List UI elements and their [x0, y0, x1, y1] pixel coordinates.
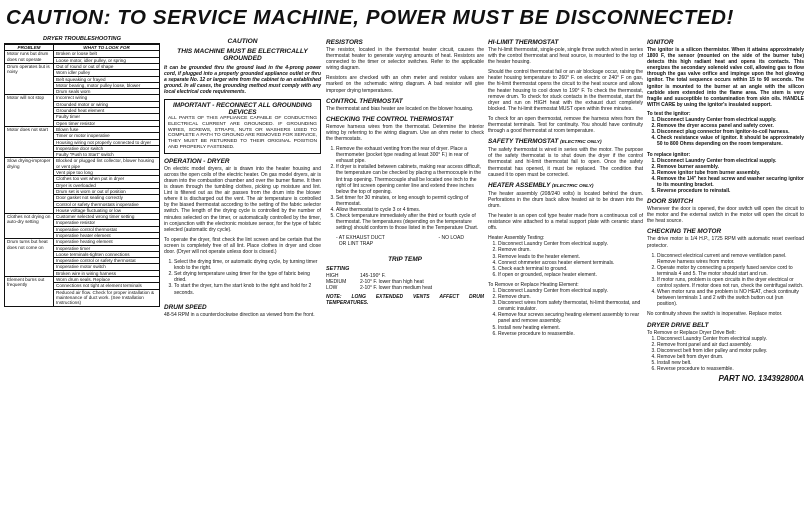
- trip-temp-heading: TRIP TEMP: [388, 255, 422, 263]
- list-item: 1. Disconnect Laundry Center from electrical supply.: [657, 117, 804, 123]
- list-item: 2. Remove front panel and air duct assembly.: [657, 342, 804, 348]
- list-item: 3. To start the dryer, turn the start knob to the right and hold for 2 seconds.: [174, 283, 321, 295]
- trip-value: 2-10° F. lower than high heat: [360, 278, 424, 285]
- drum-speed-heading: DRUM SPEED: [164, 303, 207, 311]
- look-for-cell: Inoperative heating element: [54, 239, 160, 245]
- list-item: 6. Reverse procedure to reassemble.: [657, 366, 804, 372]
- trip-setting: MEDIUM: [326, 278, 347, 285]
- ignitor-heading: IGNITOR: [647, 39, 674, 46]
- look-for-cell: Reduced air flow. Check for proper installation & maintenance of duct work. (See Installation Instructions): [54, 289, 160, 306]
- list-item: 3. Disconnect belt from idler pulley and motor pulley.: [657, 348, 804, 354]
- list-item: 2. Remove drum.: [498, 247, 643, 253]
- look-for-cell: Inoperative resistor: [54, 220, 160, 226]
- list-item: 2. Remove drum.: [498, 294, 643, 300]
- list-item: 3. Remove ignitor tube from burner assembly.: [657, 170, 804, 176]
- drive-belt-steps: [647, 336, 804, 373]
- column-4: [488, 36, 643, 341]
- list-item: 4. Remove four screws securing heating element assembly to rear panel and remove assembly.: [498, 312, 643, 324]
- problem-cell: Drum operates but is noisy: [5, 63, 54, 94]
- safety-heading: [488, 138, 643, 146]
- safety-heading-suffix: (ELECTRIC ONLY): [560, 140, 602, 146]
- ignitor-body: The ignitor is a silicon thermistor. When it attains approximately 1800 F, the sensor (mounted on the side of the burner tube) detects this high radiant heat and opens its contacts. This energizes the secondary solenoid valve coil, allowing gas to flow through the gas valve orifice and impinge upon the hot glowing ignitor. The total sequence occurs within 15 to 90 seconds. The ignitor is mounted to the burner at an angle with the silicon carbide stem extended into the flame area. The stem is very fragile and susceptible to contamination from skin oils. HANDLE WITH CARE by using the ignitor's insulated support.: [647, 47, 804, 108]
- trip-temp-note: NOTE: LONG EXTENDED VENTS AFFECT DRUM TEMPERATURES.: [326, 293, 484, 306]
- list-item: 6. Reverse procedure to reassemble.: [498, 331, 643, 337]
- problem-cell: Motor does not start: [5, 126, 54, 157]
- problem-cell: Element burns out frequently: [5, 277, 54, 306]
- hilimit-p3: To check for an open thermostat, remove the harness wires from the thermostat terminals. Test for continuity. You should have continuity through a good thermostat at room temperature.: [488, 115, 643, 135]
- ignitor-test-label: To test the ignitor:: [647, 110, 691, 117]
- trip-setting: LOW: [326, 284, 338, 291]
- resistors-heading: RESISTORS: [326, 39, 363, 46]
- look-for-cell: Drum set is worn or out of position: [54, 188, 160, 194]
- caution-body: It can be grounded thru the ground lead in the 4-prong power cord, if plugged into a properly grounded appliance outlet or thru a separate No. 12 or larger wire from the cabinet to an established ground. In all cases, the grounding method must comply with any local electrical code requirements.: [164, 64, 321, 95]
- trip-value: 145-190° F.: [360, 272, 386, 279]
- page-title: CAUTION: TO SERVICE MACHINE, POWER MUST BE DISCONNECTED!: [6, 6, 734, 29]
- note-no-load: - NO LOAD: [438, 235, 464, 242]
- list-item: 4. When motor runs and the problem is NO HEAT, check continuity between terminals 1 and 2 with the switch button out (run position).: [657, 289, 804, 307]
- list-item: 3. Set timer for 30 minutes, or long enough to permit cycling of thermostat.: [336, 195, 484, 207]
- col-header-look: WHAT TO LOOK FOR: [54, 45, 160, 51]
- look-for-cell: Inoperative control or safety thermostat: [54, 258, 160, 264]
- heater-heading-text: HEATER ASSEMBLY: [488, 181, 551, 189]
- list-item: 5. Check each terminal to ground.: [498, 266, 643, 272]
- look-for-cell: Vent pipe too long: [54, 170, 160, 176]
- look-for-cell: Belt squeaking or frayed: [54, 76, 160, 82]
- list-item: 4. Allow thermostat to cycle 3 or 4 times.: [336, 207, 484, 213]
- important-heading: IMPORTANT - RECONNECT ALL GROUNDING DEVICES: [173, 101, 312, 116]
- checking-motor-note: No continuity shows the switch is inoperative. Replace motor.: [647, 311, 783, 318]
- list-item: 2. Operate motor by connecting a properly fused service cord to terminals 4 and 5. The motor should start and run.: [657, 265, 804, 277]
- trip-temp-row: [326, 285, 484, 291]
- safety-heading-text: SAFETY THERMOSTAT: [488, 138, 559, 146]
- list-item: 1. Disconnect Laundry Center from electrical supply.: [498, 241, 643, 247]
- troubleshooting-table: [4, 44, 160, 306]
- problem-cell: Drum turns but heat does not come on: [5, 239, 54, 277]
- look-for-cell: Control or safety thermostats inoperative: [54, 201, 160, 207]
- setting-label: SETTING: [326, 265, 350, 272]
- look-for-cell: Customer selected wrong timer setting: [54, 214, 160, 220]
- checking-control-heading: CHECKING THE CONTROL THERMOSTAT: [326, 115, 454, 123]
- list-item: 2. Remove the dryer access panel and safety cover.: [657, 123, 804, 129]
- list-item: 5. Check temperature immediately after the third or fourth cycle of thermostat. The temperatures (depending on the temperature setting) should conform to those listed in the Temperature Chart.: [336, 213, 484, 231]
- look-for-cell: Inoperative door switch: [54, 145, 160, 151]
- look-for-cell: Loose terminals-tighten connections: [54, 251, 160, 257]
- list-item: 6. If open or grounded, replace heater element.: [498, 272, 643, 278]
- trip-temp-table: [326, 273, 484, 291]
- operation-heading: OPERATION - DRYER: [164, 157, 230, 165]
- list-item: 1. Remove the exhaust venting from the rear of dryer. Place a thermometer (pocket type reading at least 300° F.) in rear of exhaust pipe.: [336, 146, 484, 164]
- list-item: 2. Set drying temperature using timer for the type of fabric being dried.: [174, 271, 321, 283]
- checking-motor-body: The drive motor is 1/4 H.P., 1725 RPM with automatic reset overload protector.: [647, 236, 804, 249]
- look-for-cell: Inoperative motor switch: [54, 264, 160, 270]
- col-header-problem: PROBLEM: [5, 45, 54, 51]
- look-for-cell: Connections not tight at element terminals: [54, 283, 160, 289]
- drive-belt-heading: DRYER DRIVE BELT: [647, 321, 709, 329]
- list-item: 3. Disconnect wires from safety thermostat, hi-limit thermostat, and ceramic insulator.: [498, 300, 643, 312]
- list-item: 1. Disconnect electrical current and remove ventilation panel. Remove harness wires from motor.: [657, 253, 804, 265]
- operation-steps: [164, 259, 321, 296]
- drum-speed-body: 48-54 RPM in a counterclockwise direction as viewed from the front.: [164, 311, 315, 318]
- ignitor-test-steps: [647, 117, 804, 147]
- operation-p2: To operate the dryer, first check the lint screen and be certain that the screen is completely free of all lint. Place clothes in dryer and close door. (Dryer will not operate unless door is closed.): [164, 236, 321, 255]
- look-for-cell: Loose motor, idler pulley, or spring: [54, 57, 160, 63]
- checking-motor-heading: CHECKING THE MOTOR: [647, 228, 722, 236]
- important-body: ALL PARTS OF THIS APPLIANCE CAPABLE OF CONDUCTING ELECTRICAL CURRENT ARE GROUNDED. IF GROUNDING WIRES, SCREWS, STRAPS, NUTS OR WASHERS USED TO COMPLETE A PATH TO GROUND ARE REMOVED FOR SERVICE, THEY MUST BE RETURNED TO THEIR ORIGINAL POSITION AND PROPERLY FASTENED.: [168, 115, 317, 150]
- list-item: 2. If dryer is installed between cabinets, making rear access difficult, the temperature can be checked by placing a thermocouple in the lint trap opening. Thermocouple shall be located one inch to the right of lint screen opening center line and extend three inches below the top of opening.: [336, 164, 484, 194]
- safety-body: The safety thermostat is wired in series with the motor. The purpose of the safety thermostat is to shut down the dryer if the control thermostat and hi-limit thermostat fail to open. Once the safety thermostat has opened, it must be replaced. The condition that caused it to open must be corrected.: [488, 147, 643, 178]
- look-for-cell: Housing wiring not properly connected to dryer: [54, 139, 160, 145]
- table-row: [5, 158, 160, 170]
- list-item: 3. Remove leads to the heater element.: [498, 254, 643, 260]
- look-for-cell: Inoperative timer: [54, 245, 160, 251]
- look-for-cell: Blocked or plugged lint collector, blower housing or vent pipe: [54, 158, 160, 170]
- door-switch-heading: DOOR SWITCH: [647, 198, 694, 206]
- problem-cell: Slow drying-improper drying: [5, 158, 54, 214]
- heater-replace-steps: [488, 288, 643, 337]
- look-for-cell: Out of round or out of shape: [54, 63, 160, 69]
- look-for-cell: Door gasket not sealing correctly: [54, 195, 160, 201]
- list-item: 2. Remove burner assembly.: [657, 164, 804, 170]
- ignitor-section: [647, 47, 804, 194]
- column-2: [164, 36, 321, 322]
- list-item: 1. Disconnect Laundry Center from electrical supply.: [657, 336, 804, 342]
- heater-p1: The heater assembly (208/240 volts) is located behind the drum. Perforations in the drum back allow heated air to be drawn into the drum.: [488, 190, 643, 209]
- list-item: 5. Install new belt.: [657, 360, 804, 366]
- list-item: 1. Disconnect Laundry Center from electrical supply.: [657, 158, 804, 164]
- resistors-p1: The resistor, located in the thermostat heater circuit, causes the thermostat heater to generate varying amounts of heat. Resistors are connected to the timer or selector switches. Refer to the applicable wiring diagram.: [326, 47, 484, 72]
- look-for-cell: Clothes too wet when put in dryer: [54, 176, 160, 182]
- problem-cell: Clothes not drying on auto-dry setting: [5, 214, 54, 239]
- look-for-cell: Inoperative heater element: [54, 233, 160, 239]
- look-for-cell: Drum seals worn: [54, 89, 160, 95]
- hilimit-heading: HI-LIMIT THERMOSTAT: [488, 39, 559, 46]
- checking-control-steps: [326, 146, 484, 231]
- control-thermostat-body: The thermostat and bias heater are located on the blower housing.: [326, 105, 474, 112]
- look-for-cell: Faulty "Push to Start" switch: [54, 152, 160, 158]
- heater-heading: [488, 182, 643, 190]
- part-number: PART NO. 134392800A: [718, 374, 804, 384]
- grounded-heading: THIS MACHINE MUST BE ELECTRICALLY GROUNDED: [177, 47, 308, 62]
- checking-motor-steps: [647, 253, 804, 308]
- checking-control-body: Remove harness wires from the thermostat. Determine the interior wiring by referring to the wiring diagram. Use an ohm meter to check the thermostats.: [326, 123, 484, 142]
- list-item: 5. Install new heating element.: [498, 325, 643, 331]
- column-3: [326, 36, 484, 310]
- look-for-cell: Dryer is overloaded: [54, 182, 160, 188]
- look-for-cell: Grounded heat element: [54, 108, 160, 114]
- heater-replace-label: To Remove or Replace Heating Element:: [488, 281, 579, 288]
- important-box: [164, 99, 321, 154]
- problem-cell: Motor runs but drum does not operate: [5, 51, 54, 64]
- operation-p1: On electric model dryers, air is drawn into the heater housing and across the open coils of the electric heater. On gas model dryers, air is drawn into the combustion chamber and over the burner flame. It then is drawn through the tumbling clothes, picking up moisture and lint. Lint is filtered out as the air passes from the drum into the blower where it is discharged out the vent. The air temperature is controlled by the biased thermostat according to the setting of the fabric selector switch. The length of the drying cycle is controlled by the number of minutes selected on the timer, or automatically controlled by the timer, in conjunction with the electronic moisture sensor, for the type of fabric selected (automatic dry cycle).: [164, 165, 321, 233]
- list-item: 4. Remove the 1/4" hex head screw and washer securing ignitor to its mounting bracket.: [657, 176, 804, 188]
- list-item: 1. Select the drying time, or automatic drying cycle, by turning timer knob to the right.: [174, 259, 321, 271]
- note-exhaust-duct: - AT EXHAUST DUCT OR LINT TRAP: [336, 235, 385, 248]
- hilimit-p1: The hi-limit thermostat, single-pole, single throw switch wired in series with the control thermostat and heat source, is mounted to the top of the heater housing.: [488, 47, 643, 66]
- look-for-cell: Grounded motor or wiring: [54, 101, 160, 107]
- heater-p2: The heater is an open coil type heater made from a continuous coil of resistance wire attached to a metal support plate with ceramic stand offs.: [488, 212, 643, 232]
- resistors-p2: Resistors are checked with an ohm meter and resistor values are marked on the schematic wiring diagram. A bad resistor will give improper drying temperatures.: [326, 75, 484, 94]
- trip-value: 2-10° F. lower than medium heat: [360, 284, 433, 291]
- list-item: 3. Disconnect plug connector from ignitor-to-coil harness.: [657, 129, 804, 135]
- troubleshooting-section: [4, 36, 160, 307]
- look-for-cell: Broken or loose belt: [54, 51, 160, 57]
- look-for-cell: Timer or motor inoperative: [54, 133, 160, 139]
- control-thermostat-heading: CONTROL THERMOSTAT: [326, 97, 403, 105]
- list-item: 1. Disconnect Laundry Center from electrical supply.: [498, 288, 643, 294]
- heater-test-steps: [488, 241, 643, 278]
- heater-test-label: Heater Assembly Testing:: [488, 235, 545, 242]
- list-item: 4. Check resistance value of ignitor. It should be approximately 50 to 800 Ohms depending on the room temperature.: [657, 135, 804, 147]
- ignitor-replace-label: To replace ignitor:: [647, 151, 691, 158]
- look-for-cell: Worn drum seals. Replace: [54, 277, 160, 283]
- look-for-cell: Faulty timer: [54, 114, 160, 120]
- look-for-cell: Blown fuse: [54, 126, 160, 132]
- look-for-cell: Worn idler pulley: [54, 70, 160, 76]
- look-for-cell: Motor bearing, motor pulley loose, blower: [54, 82, 160, 88]
- look-for-cell: House voltage fluctuating or low: [54, 207, 160, 213]
- list-item: 4. Remove belt from dryer drum.: [657, 354, 804, 360]
- door-switch-body: Whenever the door is opened, the door switch will open the circuit to the motor and the external switch in the motor will open the circuit to the heat source.: [647, 206, 804, 225]
- trip-setting: HIGH: [326, 272, 339, 279]
- look-for-cell: Open timer resistor: [54, 120, 160, 126]
- list-item: 3. If motor runs, problem is open circuits in the dryer electrical or control system. If motor does not run, check the centrifugal switch.: [657, 277, 804, 289]
- list-item: 4. Connect ohmmeter across heater element terminals.: [498, 260, 643, 266]
- ignitor-replace-steps: [647, 158, 804, 195]
- drive-belt-label: To Remove or Replace Dryer Drive Belt:: [647, 329, 736, 336]
- look-for-cell: Inoperative control thermostat: [54, 226, 160, 232]
- problem-cell: Motor will not stop: [5, 95, 54, 126]
- heater-heading-suffix: (ELECTRIC ONLY): [552, 183, 594, 189]
- list-item: 5. Reverse procedure to reinstall.: [657, 188, 804, 194]
- look-for-cell: Broken wire in wiring harness: [54, 270, 160, 276]
- caution-heading: CAUTION: [227, 38, 258, 45]
- look-for-cell: Incorrect wiring: [54, 95, 160, 101]
- hilimit-p2: Should the control thermostat fail or an air blockage occur, raising the heater housing temperature to 260° F. on electric or 240° F on gas, the hi-limit thermostat opens the circuit to the heat source and allows the heater housing to cool down to 190° F. To check the thermostat, remove drum. To check for stuck contacts in the thermostat, start the dryer and run on HIGH heat with the exhaust duct completely blocked. The hi-limit thermostat MUST open within three minutes.: [488, 69, 643, 112]
- column-5: [647, 36, 804, 382]
- troubleshooting-heading: DRYER TROUBLESHOOTING: [4, 36, 160, 44]
